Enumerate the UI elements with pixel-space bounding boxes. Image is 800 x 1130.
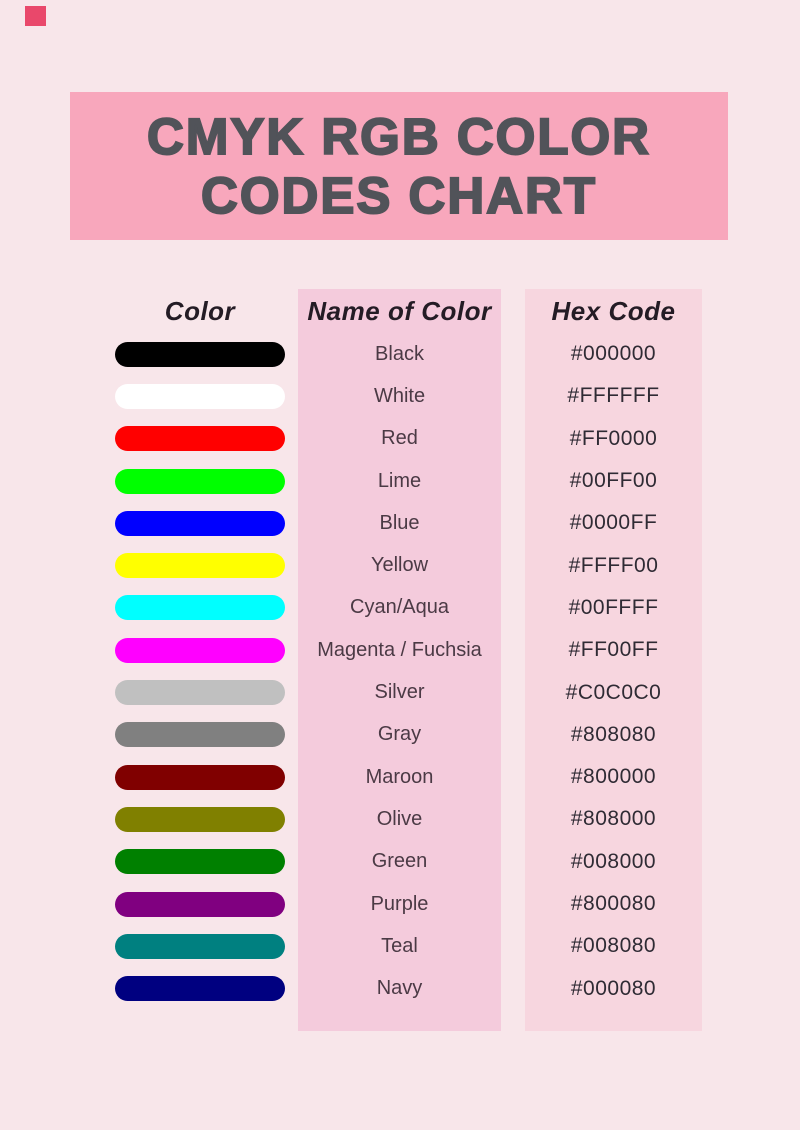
name-row-green xyxy=(298,841,501,883)
color-swatch-olive xyxy=(115,807,285,832)
column-header-hex: Hex Code xyxy=(551,295,676,326)
name-row-white xyxy=(298,375,501,417)
color-name-cell: Olive xyxy=(376,807,423,830)
color-name-cell: Magenta / Fuchsia xyxy=(317,638,482,661)
name-row-teal xyxy=(298,925,501,967)
hex-row-olive xyxy=(525,798,702,840)
hex-row-black xyxy=(525,333,702,375)
swatch-row-green xyxy=(115,841,285,883)
swatch-row-purple xyxy=(115,883,285,925)
name-row-gray xyxy=(298,714,501,756)
name-rows xyxy=(298,333,501,1010)
hex-row-silver xyxy=(525,671,702,713)
swatch-column xyxy=(115,289,285,1031)
name-row-red xyxy=(298,418,501,460)
name-panel xyxy=(298,289,501,1031)
color-swatch-gray xyxy=(115,722,285,747)
swatch-row-gray xyxy=(115,714,285,756)
hex-row-green xyxy=(525,841,702,883)
hex-row-magenta-fuchsia xyxy=(525,629,702,671)
swatch-row-blue xyxy=(115,502,285,544)
hex-row-lime xyxy=(525,460,702,502)
hex-code-cell: #C0C0C0 xyxy=(565,680,662,704)
hex-code-cell: #FFFFFF xyxy=(567,384,660,408)
hex-code-cell: #00FFFF xyxy=(568,595,659,619)
hex-row-purple xyxy=(525,883,702,925)
color-name-cell: Navy xyxy=(376,977,423,1000)
color-name-cell: Yellow xyxy=(370,554,429,577)
color-swatch-purple xyxy=(115,892,285,917)
color-name-cell: Maroon xyxy=(365,765,434,788)
color-swatch-magenta-fuchsia xyxy=(115,638,285,663)
hex-panel xyxy=(525,289,702,1031)
color-swatch-lime xyxy=(115,469,285,494)
page-title-line2: CODES CHART xyxy=(200,167,597,224)
name-row-purple xyxy=(298,883,501,925)
color-swatch-red xyxy=(115,426,285,451)
color-swatch-maroon xyxy=(115,765,285,790)
name-row-blue xyxy=(298,502,501,544)
swatch-rows xyxy=(115,333,285,1010)
name-row-silver xyxy=(298,671,501,713)
swatch-row-yellow xyxy=(115,544,285,586)
swatch-row-maroon xyxy=(115,756,285,798)
hex-code-cell: #008080 xyxy=(570,934,657,958)
hex-code-cell: #FF0000 xyxy=(569,426,658,450)
swatch-row-black xyxy=(115,333,285,375)
swatch-row-red xyxy=(115,418,285,460)
hex-row-white xyxy=(525,375,702,417)
column-header-name: Name of Color xyxy=(307,295,492,326)
swatch-row-teal xyxy=(115,925,285,967)
swatch-row-lime xyxy=(115,460,285,502)
color-swatch-silver xyxy=(115,680,285,705)
color-swatch-green xyxy=(115,849,285,874)
color-name-cell: Blue xyxy=(379,511,420,534)
hex-code-cell: #808080 xyxy=(570,722,657,746)
name-row-maroon xyxy=(298,756,501,798)
color-swatch-black xyxy=(115,342,285,367)
hex-code-cell: #000080 xyxy=(570,976,657,1000)
hex-code-cell: #008000 xyxy=(570,849,657,873)
color-swatch-navy xyxy=(115,976,285,1001)
color-name-cell: Cyan/Aqua xyxy=(350,596,449,619)
color-name-cell: Gray xyxy=(377,723,422,746)
hex-code-cell: #FF00FF xyxy=(568,638,659,662)
name-row-navy xyxy=(298,967,501,1009)
color-name-cell: Black xyxy=(375,342,424,365)
hex-code-cell: #FFFF00 xyxy=(568,553,659,577)
column-header-color: Color xyxy=(164,295,236,326)
hex-row-blue xyxy=(525,502,702,544)
swatch-row-silver xyxy=(115,671,285,713)
name-row-black xyxy=(298,333,501,375)
name-row-lime xyxy=(298,460,501,502)
color-swatch-teal xyxy=(115,934,285,959)
swatch-row-magenta-fuchsia xyxy=(115,629,285,671)
hex-code-cell: #808000 xyxy=(570,807,657,831)
color-name-cell: Silver xyxy=(374,681,425,704)
hex-row-maroon xyxy=(525,756,702,798)
color-name-cell: White xyxy=(373,384,426,407)
hex-row-gray xyxy=(525,714,702,756)
hex-row-teal xyxy=(525,925,702,967)
swatch-row-olive xyxy=(115,798,285,840)
color-name-cell: Purple xyxy=(370,892,429,915)
hex-code-cell: #0000FF xyxy=(569,511,658,535)
swatch-row-white xyxy=(115,375,285,417)
hex-code-cell: #000000 xyxy=(570,342,657,366)
swatch-row-navy xyxy=(115,967,285,1009)
hex-code-cell: #00FF00 xyxy=(569,469,658,493)
hex-row-navy xyxy=(525,967,702,1009)
title-banner xyxy=(70,92,728,240)
color-name-cell: Green xyxy=(371,850,428,873)
hex-row-red xyxy=(525,418,702,460)
page-title-line1: CMYK RGB COLOR xyxy=(147,108,651,165)
hex-code-cell: #800000 xyxy=(570,765,657,789)
color-name-cell: Lime xyxy=(377,469,422,492)
hex-rows xyxy=(525,333,702,1010)
color-swatch-white xyxy=(115,384,285,409)
hex-row-cyan-aqua xyxy=(525,587,702,629)
name-row-cyan-aqua xyxy=(298,587,501,629)
color-name-cell: Red xyxy=(381,427,418,450)
name-row-magenta-fuchsia xyxy=(298,629,501,671)
hex-code-cell: #800080 xyxy=(570,892,657,915)
hex-row-yellow xyxy=(525,544,702,586)
swatch-row-cyan-aqua xyxy=(115,587,285,629)
color-swatch-yellow xyxy=(115,553,285,578)
color-swatch-cyan-aqua xyxy=(115,595,285,620)
color-swatch-blue xyxy=(115,511,285,536)
corner-accent-square xyxy=(25,6,46,26)
color-name-cell: Teal xyxy=(381,934,418,957)
name-row-yellow xyxy=(298,544,501,586)
name-row-olive xyxy=(298,798,501,840)
